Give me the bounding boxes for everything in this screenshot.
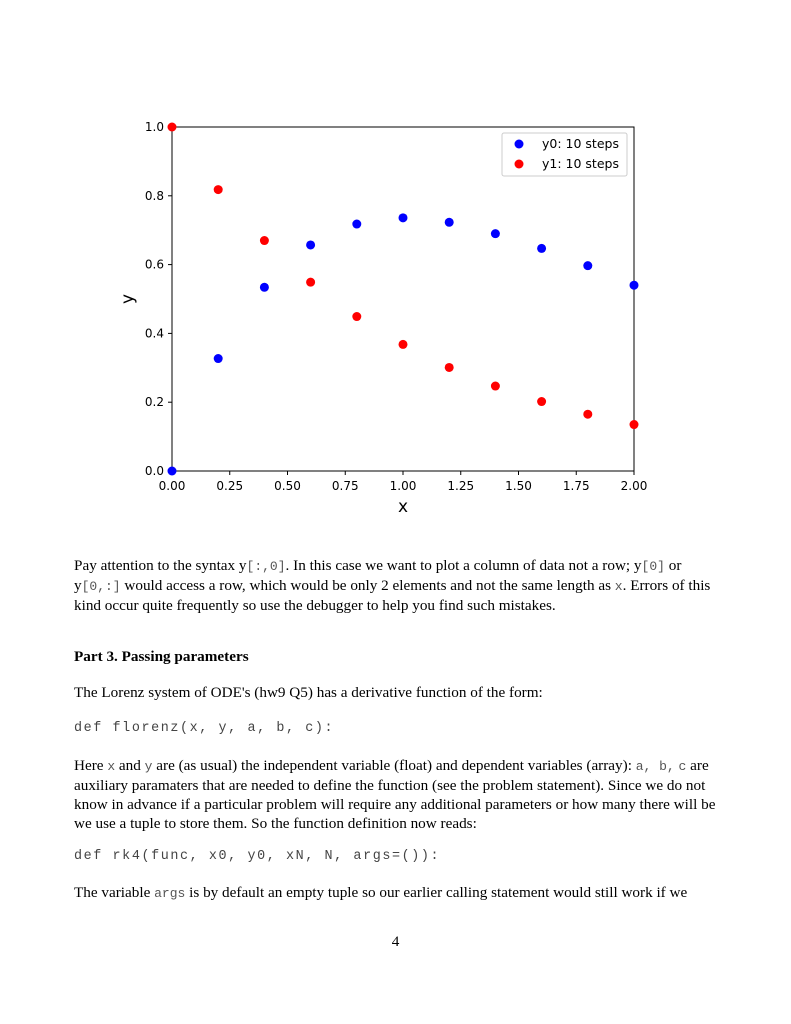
y-tick-label: 0.6 — [144, 257, 164, 272]
legend-label-y1: y1: 10 steps — [542, 156, 619, 171]
data-point-series-0 — [537, 244, 546, 253]
data-point-series-0 — [445, 218, 454, 227]
data-point-series-0 — [399, 213, 408, 222]
paragraph-lorenz-intro: The Lorenz system of ODE's (hw9 Q5) has a derivative function of the form: — [74, 684, 543, 701]
data-point-series-0 — [583, 261, 592, 270]
legend-label-y0: y0: 10 steps — [542, 136, 619, 151]
data-point-series-0 — [260, 283, 269, 292]
data-point-series-0 — [214, 354, 223, 363]
data-point-series-1 — [399, 340, 408, 349]
data-point-series-1 — [168, 123, 177, 132]
x-axis-label: x — [397, 497, 409, 517]
legend — [502, 133, 627, 176]
data-point-series-1 — [306, 278, 315, 287]
code-florenz-def: def florenz(x, y, a, b, c): — [74, 721, 335, 736]
y-tick-label: 0.4 — [144, 326, 164, 341]
x-tick-label: 1.25 — [447, 479, 475, 493]
x-tick-label: 2.00 — [620, 479, 648, 493]
x-tick-label: 1.00 — [389, 479, 417, 493]
page-number: 4 — [391, 933, 400, 950]
y-tick-label: 1.0 — [144, 120, 164, 134]
y-axis-label: y — [118, 293, 138, 305]
x-tick-label: 0.50 — [274, 479, 301, 493]
data-point-series-1 — [352, 312, 361, 321]
plot-frame — [172, 127, 634, 471]
data-point-series-1 — [260, 236, 269, 245]
x-tick-label: 1.75 — [562, 479, 590, 493]
data-point-series-1 — [214, 185, 223, 194]
x-tick-label: 0.00 — [158, 479, 186, 493]
data-point-series-0 — [630, 281, 639, 290]
x-tick-label: 1.50 — [505, 479, 532, 493]
y-tick-label: 0.2 — [144, 395, 164, 410]
data-point-series-0 — [306, 240, 315, 249]
data-point-series-0 — [352, 220, 361, 229]
y-tick-label: 0.8 — [144, 188, 164, 203]
x-tick-label: 0.75 — [331, 479, 359, 493]
x-tick-label: 0.25 — [216, 479, 244, 493]
paragraph-parameters-explained: Here x and y are (as usual) the independent variable (float) and dependent variables (array): a, b, c are auxiliary paramaters that are needed to define the function (see the problem statement). Since we do not know in advance if a particular problem will require any additional parameters or how many there will be we use a tuple to store them. So the function definition now reads: — [74, 757, 716, 832]
paragraph-syntax-note: Pay attention to the syntax y[:,0]. In this case we want to plot a column of data not a row; y[0] or y[0,:] would access a row, which would be only 2 elements and not the same length as x. Errors of this kind occur quite frequently so use the debugger to help you find such mistakes. — [74, 557, 711, 614]
data-point-series-0 — [491, 229, 500, 238]
data-point-series-1 — [491, 382, 500, 391]
data-point-series-1 — [537, 397, 546, 406]
section-heading: Part 3. Passing parameters — [74, 648, 249, 665]
paragraph-args-default: The variable args is by default an empty tuple so our earlier calling statement would still work if we — [74, 884, 688, 901]
data-point-series-0 — [168, 467, 177, 476]
y-tick-label: 0.0 — [144, 464, 164, 478]
data-point-series-1 — [445, 363, 454, 372]
code-rk4-def: def rk4(func, x0, y0, xN, N, args=()): — [74, 849, 441, 864]
legend-marker-y0 — [515, 140, 524, 149]
data-point-series-1 — [583, 410, 592, 419]
legend-marker-y1 — [515, 160, 524, 169]
data-point-series-1 — [630, 420, 639, 429]
